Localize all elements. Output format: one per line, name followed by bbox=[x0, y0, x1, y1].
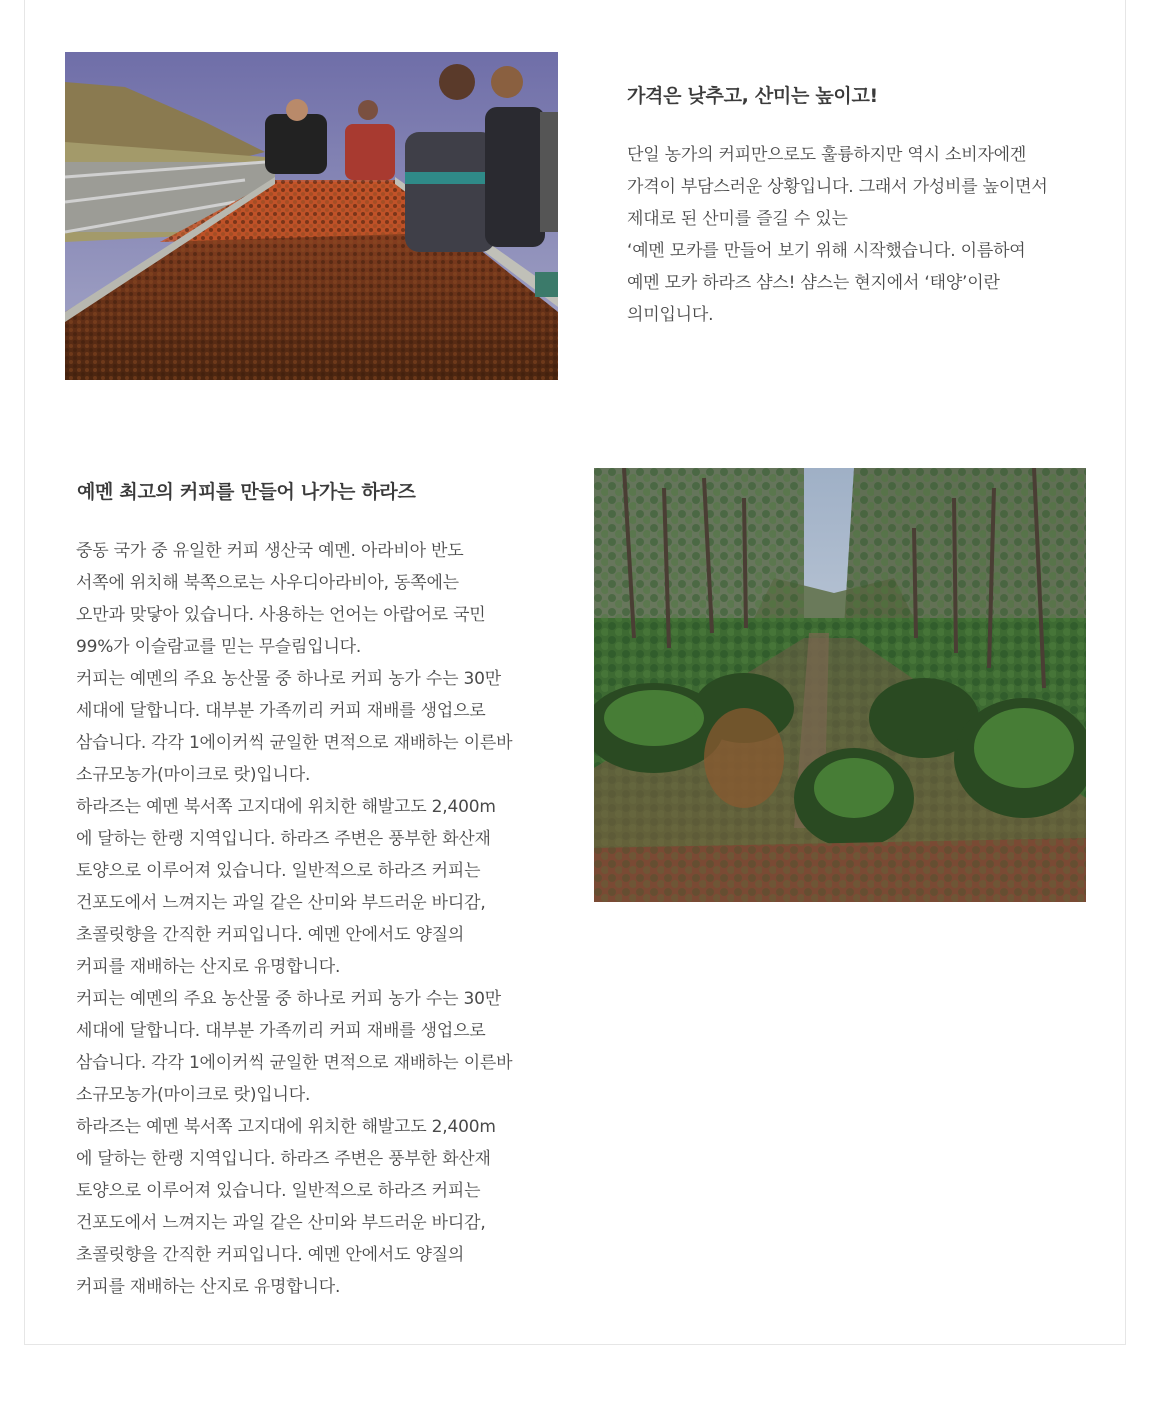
paragraph-line: ‘예멘 모카를 만들어 보기 위해 시작했습니다. 이름하여 bbox=[627, 241, 1026, 261]
paragraph-line: 제대로 된 산미를 즐길 수 있는 bbox=[627, 209, 848, 229]
paragraph-line: 커피는 예멘의 주요 농산물 중 하나로 커피 농가 수는 30만 bbox=[76, 989, 501, 1009]
paragraph-line: 에 달하는 한랭 지역입니다. 하라즈 주변은 풍부한 화산재 bbox=[76, 1149, 491, 1169]
paragraph-line: 토양으로 이루어져 있습니다. 일반적으로 하라즈 커피는 bbox=[76, 861, 481, 881]
paragraph-line: 세대에 달합니다. 대부분 가족끼리 커피 재배를 생업으로 bbox=[76, 701, 486, 721]
paragraph-line: 소규모농가(마이크로 랏)입니다. bbox=[76, 1085, 311, 1105]
paragraph-line: 커피를 재배하는 산지로 유명합니다. bbox=[76, 957, 341, 977]
paragraph-line: 가격이 부담스러운 상황입니다. 그래서 가성비를 높이면서 bbox=[627, 177, 1048, 197]
paragraph-line: 중동 국가 중 유일한 커피 생산국 예멘. 아라비아 반도 bbox=[76, 541, 464, 561]
paragraph-line: 건포도에서 느껴지는 과일 같은 산미와 부드러운 바디감, bbox=[76, 893, 486, 913]
paragraph-line: 초콜릿향을 간직한 커피입니다. 예멘 안에서도 양질의 bbox=[76, 925, 465, 945]
section-2-heading: 예멘 최고의 커피를 만들어 나가는 하라즈 bbox=[77, 481, 416, 503]
paragraph-line: 건포도에서 느껴지는 과일 같은 산미와 부드러운 바디감, bbox=[76, 1213, 486, 1233]
paragraph-line: 하라즈는 예멘 북서쪽 고지대에 위치한 해발고도 2,400m bbox=[76, 1117, 496, 1137]
coffee-drying-beds-photo bbox=[65, 52, 558, 380]
paragraph-line: 예멘 모카 하라즈 샴스! 샴스는 현지에서 ‘태양’이란 bbox=[627, 273, 1000, 293]
paragraph-line: 삼습니다. 각각 1에이커씩 균일한 면적으로 재배하는 이른바 bbox=[76, 1053, 513, 1073]
section-2-paragraph bbox=[76, 535, 512, 1303]
paragraph-line: 커피를 재배하는 산지로 유명합니다. bbox=[76, 1277, 341, 1297]
paragraph-line: 서쪽에 위치해 북쪽으로는 사우디아라비아, 동쪽에는 bbox=[76, 573, 459, 593]
paragraph-line: 세대에 달합니다. 대부분 가족끼리 커피 재배를 생업으로 bbox=[76, 1021, 486, 1041]
coffee-farm-trees-photo bbox=[594, 468, 1086, 902]
paragraph-line: 오만과 맞닿아 있습니다. 사용하는 언어는 아랍어로 국민 bbox=[76, 605, 486, 625]
paragraph-line: 99%가 이슬람교를 믿는 무슬림입니다. bbox=[76, 637, 362, 657]
paragraph-line: 의미입니다. bbox=[627, 305, 714, 325]
paragraph-line: 단일 농가의 커피만으로도 훌륭하지만 역시 소비자에겐 bbox=[627, 145, 1027, 165]
paragraph-line: 삼습니다. 각각 1에이커씩 균일한 면적으로 재배하는 이른바 bbox=[76, 733, 513, 753]
section-1-heading: 가격은 낮추고, 산미는 높이고! bbox=[627, 85, 878, 107]
paragraph-line: 초콜릿향을 간직한 커피입니다. 예멘 안에서도 양질의 bbox=[76, 1245, 465, 1265]
paragraph-line: 소규모농가(마이크로 랏)입니다. bbox=[76, 765, 311, 785]
section-1-paragraph bbox=[627, 139, 1048, 331]
paragraph-line: 하라즈는 예멘 북서쪽 고지대에 위치한 해발고도 2,400m bbox=[76, 797, 496, 817]
paragraph-line: 에 달하는 한랭 지역입니다. 하라즈 주변은 풍부한 화산재 bbox=[76, 829, 491, 849]
paragraph-line: 토양으로 이루어져 있습니다. 일반적으로 하라즈 커피는 bbox=[76, 1181, 481, 1201]
paragraph-line: 커피는 예멘의 주요 농산물 중 하나로 커피 농가 수는 30만 bbox=[76, 669, 501, 689]
